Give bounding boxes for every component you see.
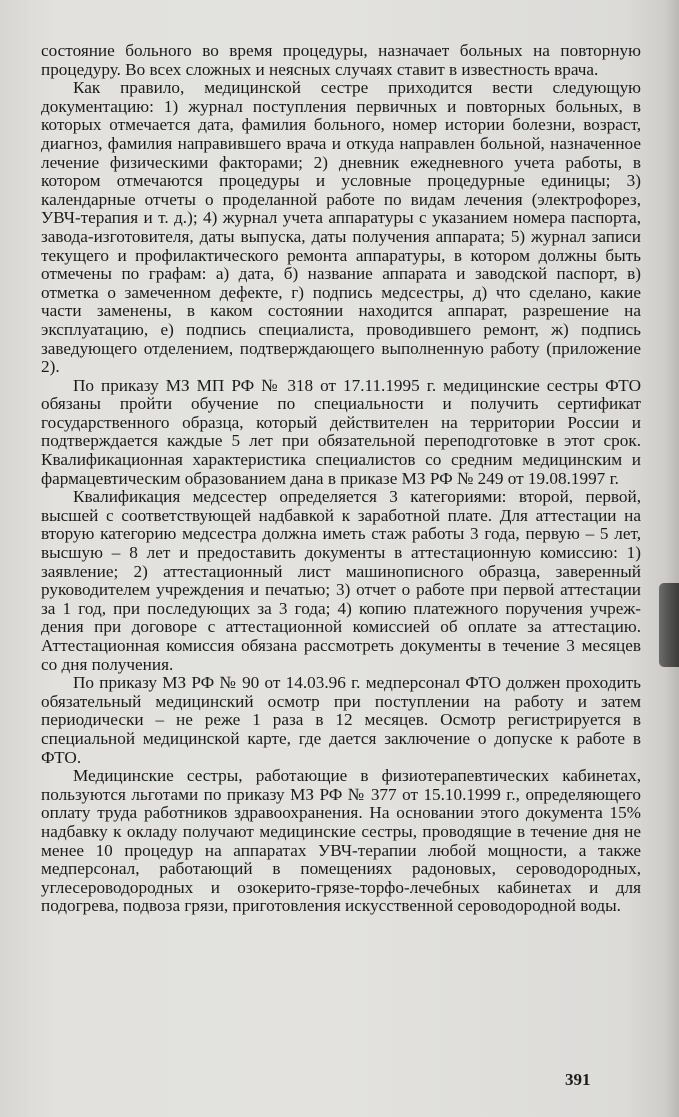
paragraph-continuation: состояние больного во время процедуры, назначает больных на повторную процедуру. Во всех сложных и неясных случаях ставит в известность врача. bbox=[41, 41, 641, 79]
paragraph-benefits: Медицинские сестры, работающие в физиотерапевтических кабинетах, пользуются льготами по приказу МЗ РФ № 377 от 15.10.1999 г., определяющего оплату труда работников здравоохранения. На основании этого документа 15% надбавку к окладу получают медицинские сестры, проводящие в течение дня не менее 10 процедур на аппаратах УВЧ-терапии любой мощности, а также медперсонал, работающий в помещениях радоновых, сероводородных, углесероводородных и озокерито-грязе-торфо-лечебных кабинетах и для подогрева, подвоза грязи, приготовления искусственной сероводородной воды. bbox=[41, 766, 641, 916]
page-number: 391 bbox=[565, 1070, 591, 1089]
paragraph-qualification: Квалификация медсестер определяется 3 категориями: второй, первой, высшей с соответствующей надбавкой к заработной плате. Для аттестации на вторую категорию медсестра должна иметь стаж работы 3 года, первую – 5 лет, высшую – 8 лет и предоставить документы в аттестационную комиссию: 1) заявление; 2) аттестационный лист машинописного образца, заверенный руководителем учреждения и печатью; 3) отчет о работе при первой аттестации за 1 год, при последующих за 3 года; 4) копию платежного поручения учреждения при договоре с аттестационной комиссией об оплате за аттестацию. Аттестационная комиссия обязана рассмотреть документы в течение 3 месяцев со дня получения. bbox=[41, 487, 641, 674]
paragraph-training-order: По приказу МЗ МП РФ № 318 от 17.11.1995 г. медицинские сестры ФТО обязаны пройти обучение по специальности и получить сертификат государственного образца, который действителен на территории России и подтверждается каждые 5 лет при обязательной переподготовке в этот срок. Квалификационная характеристика специалистов со средним медицинским и фармацевтическим образованием дана в приказе МЗ РФ № 249 от 19.08.1997 г. bbox=[41, 375, 641, 488]
paragraph-documentation: Как правило, медицинской сестре приходится вести следующую документацию: 1) журнал поступления первичных и повторных больных, в которых отмечается дата, фамилия больного, номер истории болезни, возраст, диагноз, фамилия направившего врача и откуда направлен больной, назначенное лечение физическими факторами; 2) дневник ежедневного учета работы, в котором отмечаются процедуры и условные процедурные единицы; 3) календарные отчеты о проделанной работе по видам лечения (электрофорез, УВЧ-терапия и т. д.); 4) журнал учета аппаратуры с указанием номера паспорта, завода-изготовителя, даты выпуска, даты получения аппарата; 5) журнал записи текущего и профилактического ремонта аппаратуры, в котором должны быть отмечены по графам: а) дата, б) название аппарата и заводской паспорт, в) отметка о замеченном дефекте, г) подпись медсестры, д) что сделано, какие части заменены, в каком состоянии находится аппарат, разрешение на эксплуатацию, е) подпись специалиста, проводившего ремонт, ж) подпись заведующего отделением, подтверждающего выполненную работу (приложение 2). bbox=[41, 78, 641, 377]
page-edge-shadow bbox=[665, 0, 679, 1117]
page-edge-tab bbox=[659, 583, 679, 667]
body-text bbox=[41, 42, 641, 916]
paragraph-medical-exam: По приказу МЗ РФ № 90 от 14.03.96 г. медперсонал ФТО должен проходить обязательный медицинский осмотр при поступлении на работу и затем периодически – не реже 1 раза в 12 месяцев. Осмотр регистрируется в специальной медицинской карте, где дается заключение о допуске к работе в ФТО. bbox=[41, 673, 641, 767]
